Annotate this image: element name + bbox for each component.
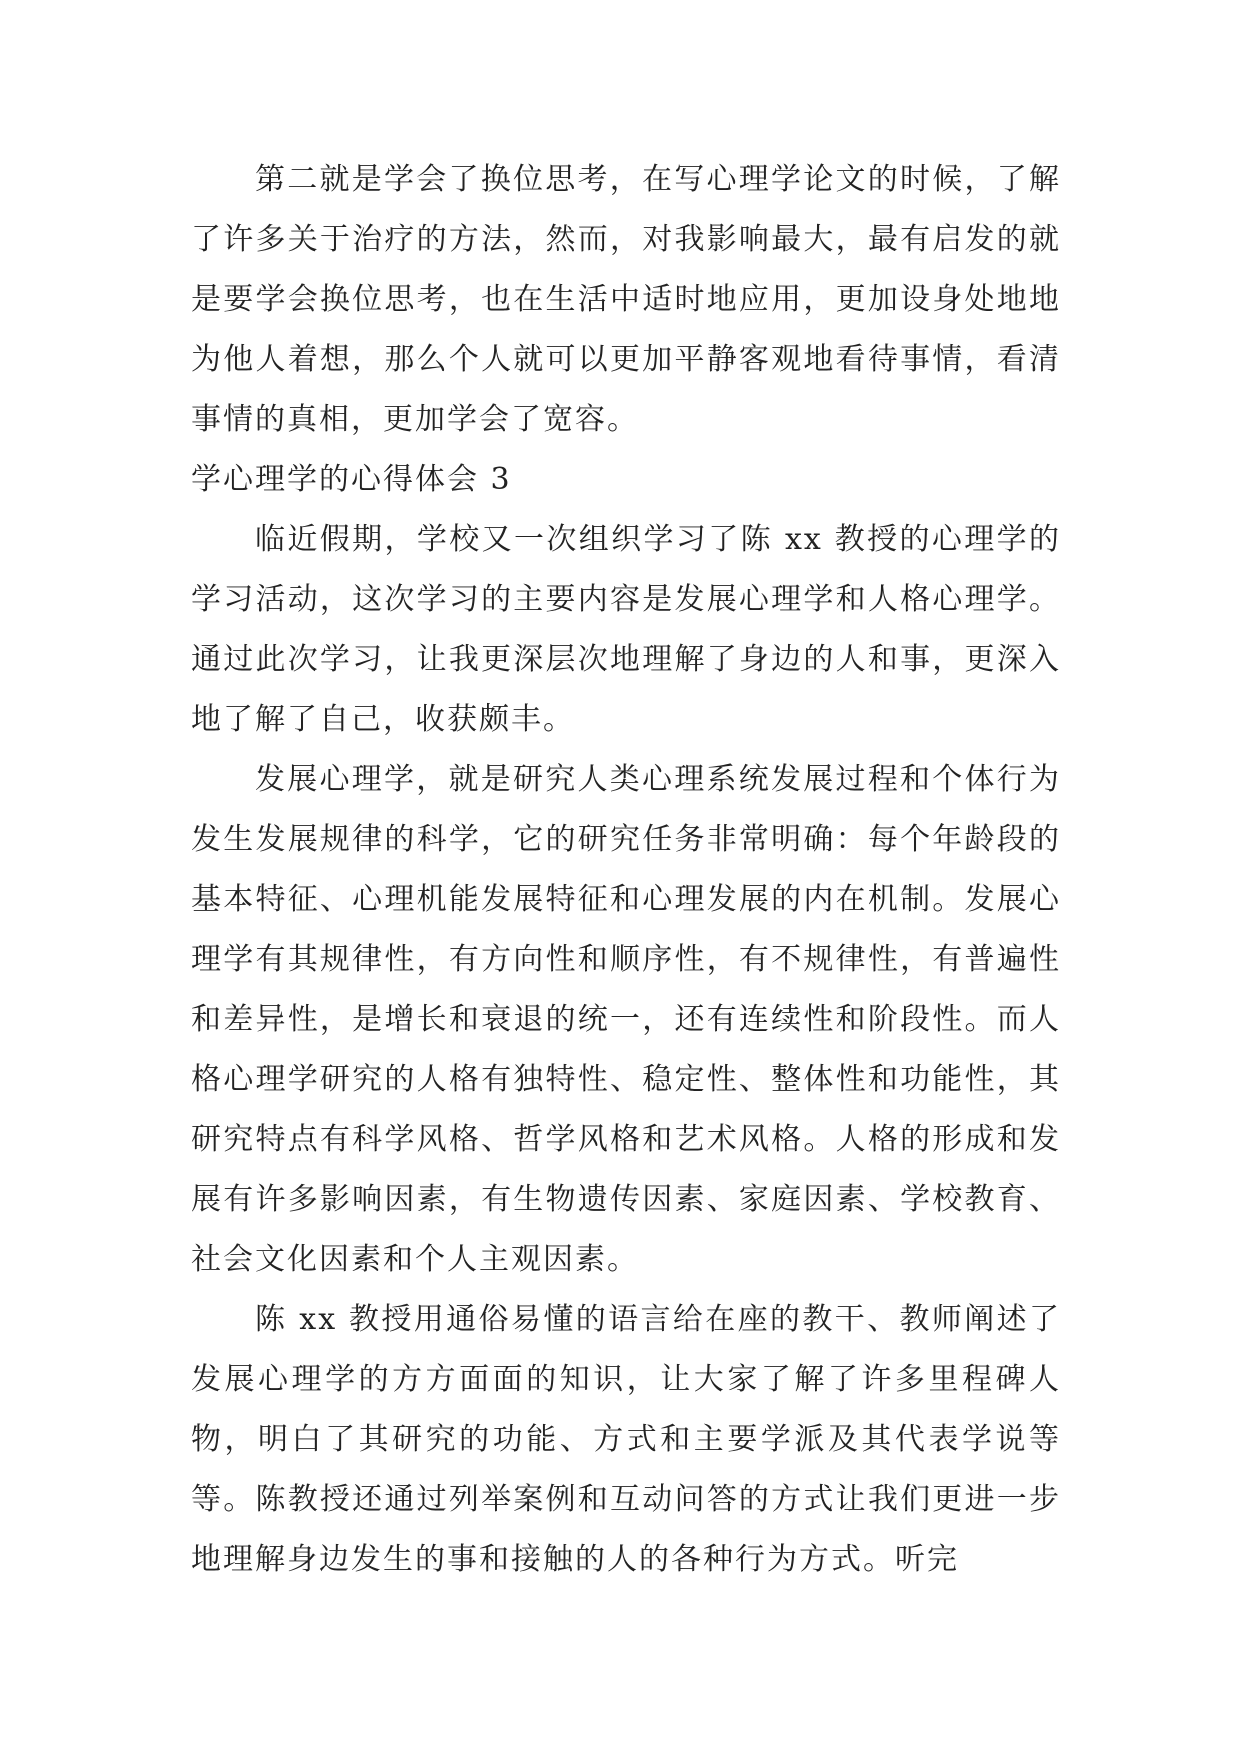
paragraph-2: 临近假期，学校又一次组织学习了陈 xx 教授的心理学的学习活动，这次学习的主要内容是发展心理学和人格心理学。通过此次学习，让我更深层次地理解了身边的人和事，更深入地了解了自己，收获颇丰。 (191, 522, 1061, 737)
paragraph-3: 发展心理学，就是研究人类心理系统发展过程和个体行为发生发展规律的科学，它的研究任务非常明确：每个年龄段的基本特征、心理机能发展特征和心理发展的内在机制。发展心理学有其规律性，有方向性和顺序性，有不规律性，有普遍性和差异性，是增长和衰退的统一，还有连续性和阶段性。而人格心理学研究的人格有独特性、稳定性、整体性和功能性，其研究特点有科学风格、哲学风格和艺术风格。人格的形成和发展有许多影响因素，有生物遗传因素、家庭因素、学校教育、社会文化因素和个人主观因素。 (191, 762, 1061, 1277)
paragraph-1: 第二就是学会了换位思考，在写心理学论文的时候，了解了许多关于治疗的方法，然而，对我影响最大，最有启发的就是要学会换位思考，也在生活中适时地应用，更加设身处地地为他人着想，那么个人就可以更加平静客观地看待事情，看清事情的真相，更加学会了宽容。 (191, 162, 1061, 437)
document-body (191, 150, 1061, 1590)
paragraph-4: 陈 xx 教授用通俗易懂的语言给在座的教干、教师阐述了发展心理学的方方面面的知识，让大家了解了许多里程碑人物，明白了其研究的功能、方式和主要学派及其代表学说等等。陈教授还通过列举案例和互动问答的方式让我们更进一步地理解身边发生的事和接触的人的各种行为方式。听完 (191, 1302, 1061, 1577)
section-heading: 学心理学的心得体会 3 (191, 462, 512, 497)
